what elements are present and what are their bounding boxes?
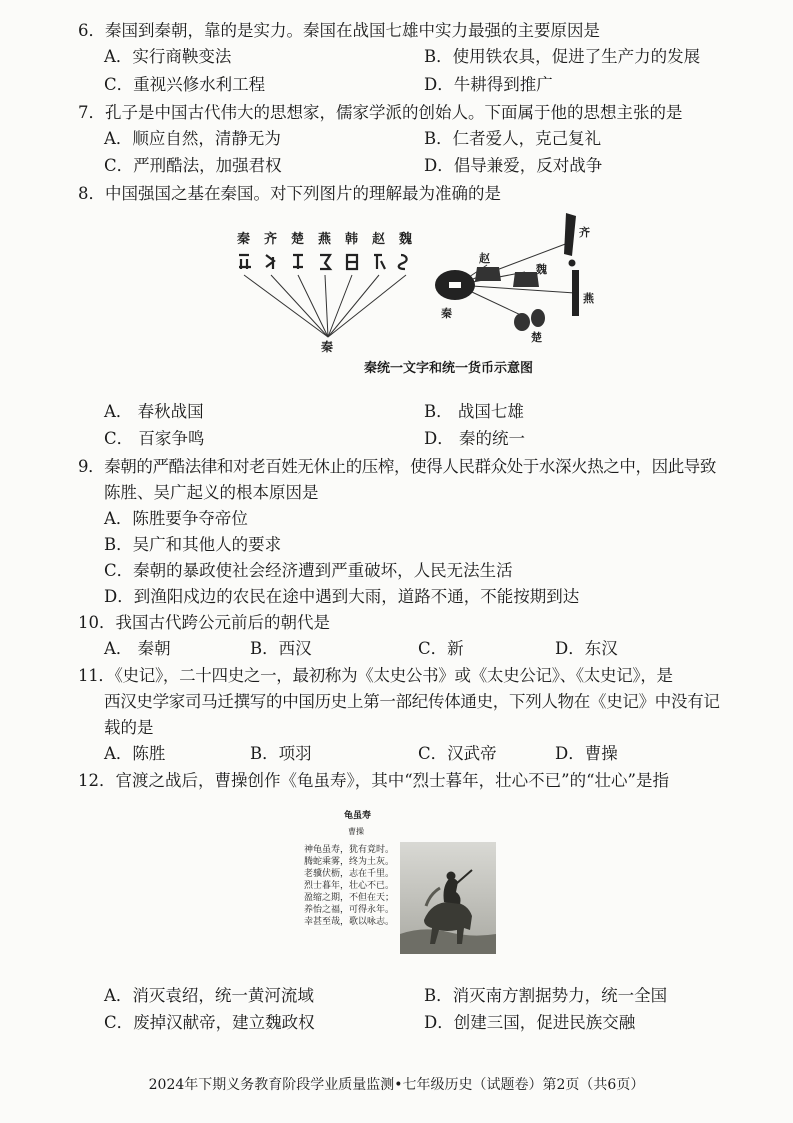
q8-stem: 8．中国强国之基在秦国。对下列图片的理解最为准确的是 <box>78 184 501 203</box>
fan-lines <box>244 275 406 337</box>
coin-label: 赵 <box>479 252 490 265</box>
unification-figure <box>225 205 605 380</box>
poem-line: 幸甚至哉，歌以咏志。 <box>304 917 395 927</box>
q6-option-d: D．牛耕得到推广 <box>424 75 553 94</box>
q10-option-b: B．西汉 <box>250 639 312 658</box>
q9-option-d: D．到渔阳戍边的农民在途中遇到大雨，道路不通，不能按期到达 <box>104 587 580 606</box>
poem-figure <box>300 810 500 960</box>
knife-coin-icon <box>564 213 576 256</box>
state-label: 秦 <box>237 232 251 247</box>
coin-label: 楚 <box>531 331 542 344</box>
q9-stem-line1: 9．秦朝的严酷法律和对老百姓无休止的压榨，使得人民群众处于水深火热之中，因此导致 <box>78 457 716 476</box>
q11-option-d: D．曹操 <box>555 744 618 763</box>
q11-option-c: C．汉武帝 <box>418 744 497 763</box>
state-label: 赵 <box>372 232 386 247</box>
center-script-label: 秦 <box>321 340 334 354</box>
ant-nose-coin-icon <box>531 309 545 327</box>
poem-line: 养怡之福，可得永年。 <box>304 905 395 915</box>
q9-option-a: A．陈胜要争夺帝位 <box>104 509 248 528</box>
q10-stem: 10．我国古代跨公元前后的朝代是 <box>78 613 330 632</box>
q12-stem: 12．官渡之战后，曹操创作《龟虽寿》，其中“烈士暮年，壮心不已”的“壮心”是指 <box>78 771 669 790</box>
state-label: 燕 <box>318 232 332 247</box>
q8-option-b: B． 战国七雄 <box>424 402 524 421</box>
poem-author: 曹操 <box>348 827 364 836</box>
q7-option-d: D．倡导兼爱，反对战争 <box>424 156 603 175</box>
q6-stem: 6．秦国到秦朝，靠的是实力。秦国在战国七雄中实力最强的主要原因是 <box>78 21 600 40</box>
q11-option-a: A．陈胜 <box>104 744 166 763</box>
q11-stem-line1: 11．《史记》，二十四史之一，最初称为《太史公书》或《太史公记》、《太史记》，是 <box>78 666 673 685</box>
state-label: 韩 <box>345 232 359 247</box>
poem-line: 盈缩之期，不但在天； <box>304 893 395 903</box>
state-label: 齐 <box>264 232 278 247</box>
q10-option-d: D．东汉 <box>555 639 618 658</box>
page-footer: 2024年下期义务教育阶段学业质量监测•七年级历史（试题卷）第2页（共6页） <box>148 1077 645 1093</box>
poem-line: 老骥伏枥，志在千里。 <box>304 869 395 879</box>
q11-option-b: B．项羽 <box>250 744 312 763</box>
q6-option-a: A．实行商鞅变法 <box>104 47 232 66</box>
q11-stem-line2: 西汉史学家司马迁撰写的中国历史上第一部纪传体通史，下列人物在《史记》中没有记 <box>104 692 720 711</box>
state-label: 楚 <box>291 232 305 247</box>
q7-option-b: B．仁者爱人，克己复礼 <box>424 129 602 148</box>
coin-label: 秦 <box>441 307 452 320</box>
q6-option-b: B．使用铁农具，促进了生产力的发展 <box>424 47 701 66</box>
q7-option-a: A．顺应自然，清静无为 <box>104 129 281 148</box>
q7-option-c: C．严刑酷法，加强君权 <box>104 156 282 175</box>
q9-option-b: B．吴广和其他人的要求 <box>104 535 282 554</box>
q7-stem: 7．孔子是中国古代伟大的思想家，儒家学派的创始人。下面属于他的思想主张的是 <box>78 103 683 122</box>
cao-cao-horse-painting <box>400 842 496 954</box>
q12-option-a: A．消灭袁绍，统一黄河流域 <box>104 986 314 1005</box>
ant-nose-coin-icon <box>514 313 530 331</box>
q12-option-b: B．消灭南方割据势力，统一全国 <box>424 986 668 1005</box>
coin-radiation <box>435 213 595 344</box>
q9-option-c: C．秦朝的暴政使社会经济遭到严重破坏，人民无法生活 <box>104 561 513 580</box>
spade-coin-icon <box>475 267 501 281</box>
q10-option-a: A． 秦朝 <box>104 639 171 658</box>
poem-title: 龟虽寿 <box>344 811 372 821</box>
q12-option-d: D．创建三国，促进民族交融 <box>424 1013 636 1032</box>
state-label: 魏 <box>399 232 413 247</box>
knife-coin-icon <box>572 270 579 316</box>
coin-label: 齐 <box>579 226 590 239</box>
q8-option-a: A． 春秋战国 <box>104 402 204 421</box>
q6-option-c: C．重视兴修水利工程 <box>104 75 266 94</box>
q12-option-c: C．废掉汉献帝，建立魏政权 <box>104 1013 315 1032</box>
q8-option-d: D． 秦的统一 <box>424 429 525 448</box>
poem-line: 烈士暮年，壮心不已。 <box>304 881 395 891</box>
script-fan <box>236 231 412 247</box>
coin-label: 魏 <box>536 263 547 276</box>
poem-line: 神龟虽寿，犹有竟时。 <box>304 845 395 855</box>
poem-line: 腾蛇乘雾，终为土灰。 <box>304 857 395 867</box>
coin-label: 燕 <box>583 292 594 305</box>
q10-option-c: C．新 <box>418 639 464 658</box>
figure-caption: 秦统一文字和统一货币示意图 <box>364 361 534 376</box>
q9-stem-line2: 陈胜、吴广起义的根本原因是 <box>104 483 319 502</box>
q11-stem-line3: 载的是 <box>104 718 154 737</box>
q8-option-c: C． 百家争鸣 <box>104 429 205 448</box>
ancient-glyphs <box>239 255 407 269</box>
